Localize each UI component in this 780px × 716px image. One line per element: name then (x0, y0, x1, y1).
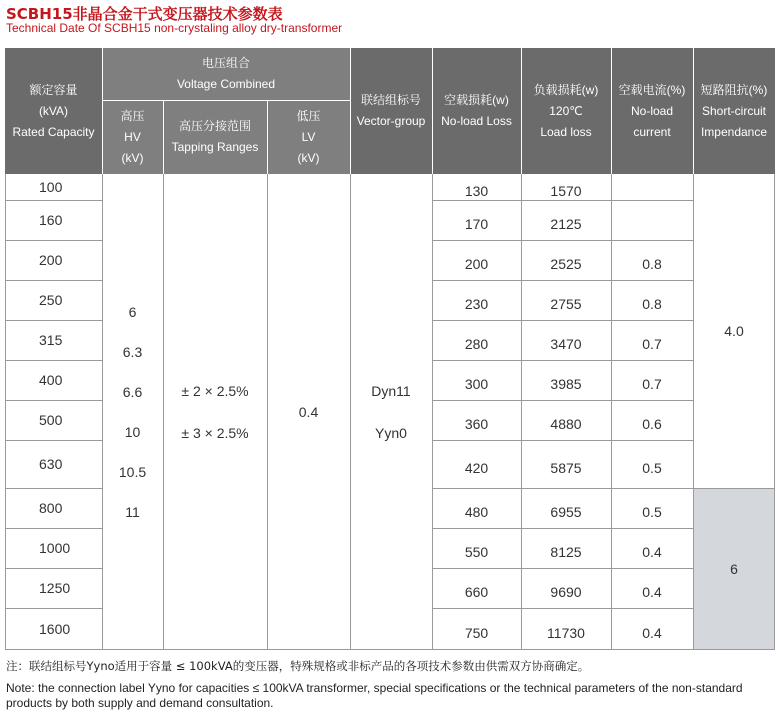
capacity-cell: 315 (39, 332, 63, 348)
hv-values (102, 174, 163, 650)
no-load-loss-cell: 130 (464, 183, 489, 199)
tapping-value: ± 3 × 2.5% (181, 425, 249, 441)
no-load-loss-cell: 170 (464, 216, 489, 232)
capacity-cell: 200 (39, 252, 63, 268)
header-vector-group (350, 48, 432, 174)
tapping-value: ± 2 × 2.5% (181, 383, 249, 399)
hv-value: 6.6 (122, 384, 143, 400)
lv-value: 0.4 (298, 404, 319, 420)
capacity-cell: 400 (39, 372, 63, 388)
no-load-loss-cell: 200 (464, 256, 489, 272)
load-loss-cell: 1570 (550, 183, 582, 199)
header-capacity-unit: (kVA) (38, 103, 69, 118)
no-load-loss-cell: 280 (464, 336, 489, 352)
hv-value: 10 (124, 424, 141, 440)
capacity-cell: 160 (39, 212, 63, 228)
impedance-upper-value: 4.0 (724, 323, 744, 339)
header-hv-cn: 高压 (120, 108, 145, 123)
header-current-en2: current (633, 124, 671, 139)
header-no-load-loss (432, 48, 521, 174)
no-load-current-cell: 0.4 (642, 584, 662, 600)
page-title-en: Technical Date Of SCBH15 non-crystaling alloy dry-transformer (6, 21, 343, 35)
vector-value: Yyn0 (375, 425, 407, 441)
header-hv-en: HV (124, 129, 141, 144)
table-body (5, 174, 775, 650)
no-load-current-cell: 0.4 (642, 625, 662, 641)
header-capacity (5, 48, 102, 174)
tapping-values (163, 174, 267, 650)
capacity-cell: 630 (39, 456, 63, 472)
no-load-current-cell: 0.8 (642, 256, 662, 272)
no-load-current-cell: 0.8 (642, 296, 662, 312)
capacity-cell: 1250 (39, 580, 71, 596)
header-impedance-en1: Short-circuit (701, 103, 766, 118)
header-hv (102, 100, 163, 174)
header-no-load-current (611, 48, 693, 174)
load-loss-cell: 2525 (550, 256, 582, 272)
load-loss-cell: 2755 (550, 296, 582, 312)
load-loss-cell: 3985 (550, 376, 582, 392)
header-tapping (163, 100, 267, 174)
load-loss-cell: 8125 (550, 544, 582, 560)
capacity-cell: 1600 (39, 621, 71, 637)
no-load-loss-cell: 300 (464, 376, 489, 392)
hv-value: 10.5 (118, 464, 147, 480)
parameter-table (5, 48, 775, 650)
no-load-current-cell: 0.7 (642, 376, 662, 392)
header-current-cn: 空载电流(%) (618, 82, 686, 97)
load-loss-cell: 5875 (550, 460, 582, 476)
header-voltage-cn: 电压组合 (201, 56, 250, 70)
header-impedance-cn: 短路阻抗(%) (700, 82, 768, 97)
no-load-current-cell: 0.6 (642, 416, 662, 432)
load-loss-cell: 6955 (550, 504, 582, 520)
header-impedance-en2: Impendance (700, 124, 768, 139)
capacity-cell: 250 (39, 292, 63, 308)
note-cn: 注：联结组标号Yyno适用于容量 ≤ 100kVA的变压器，特殊规格或非标产品的各项技术参数由供需双方协商确定。 (6, 659, 590, 673)
load-loss-cell: 11730 (547, 625, 585, 641)
header-lv-unit: (kV) (297, 150, 320, 165)
no-load-loss-cell: 230 (464, 296, 489, 312)
no-load-current-cell: 0.7 (642, 336, 662, 352)
page-title-cn: SCBH15非晶合金干式变压器技术参数表 (6, 5, 283, 23)
header-noload-en: No-load Loss (441, 114, 512, 128)
header-hv-unit: (kV) (121, 150, 144, 165)
header-voltage-combined (102, 48, 350, 100)
note-en: Note: the connection label Yyno for capacities ≤ 100kVA transformer, special specifications or the technical parameters of the non-standard products by both supply and demand consultation. (6, 681, 743, 710)
no-load-current-cell: 0.5 (642, 460, 662, 476)
header-noload-cn: 空载损耗(w) (444, 93, 509, 107)
header-tapping-cn: 高压分接范围 (178, 119, 251, 133)
load-loss-cell: 3470 (550, 336, 582, 352)
no-load-loss-cell: 360 (464, 416, 489, 432)
header-capacity-en: Rated Capacity (12, 124, 95, 139)
capacity-cell: 1000 (39, 540, 71, 556)
header-lv-cn: 低压 (296, 108, 321, 123)
vector-values (350, 174, 432, 650)
capacity-cell: 100 (39, 179, 63, 195)
load-loss-cell: 9690 (550, 584, 582, 600)
no-load-loss-cell: 550 (464, 544, 489, 560)
header-lv (267, 100, 350, 174)
hv-value: 6.3 (122, 344, 143, 360)
capacity-cell: 500 (39, 412, 63, 428)
header-vector-en: Vector-group (356, 114, 426, 128)
load-loss-cell: 4880 (550, 416, 582, 432)
header-voltage-en: Voltage Combined (176, 77, 276, 91)
no-load-current-cell: 0.5 (642, 504, 662, 520)
header-load-cn: 负载损耗(w) (533, 82, 599, 97)
header-load-loss (521, 48, 611, 174)
no-load-loss-cell: 750 (464, 625, 489, 641)
header-load-temp: 120℃ (549, 103, 583, 118)
header-capacity-cn: 额定容量 (29, 82, 78, 97)
hv-value: 11 (125, 504, 140, 520)
no-load-current-cell (611, 204, 693, 244)
vector-value: Dyn11 (371, 383, 411, 399)
header-current-en1: No-load (630, 103, 674, 118)
header-vector-cn: 联结组标号 (360, 93, 421, 107)
header-lv-en: LV (301, 129, 316, 144)
load-loss-cell: 2125 (550, 216, 582, 232)
no-load-loss-cell: 660 (464, 584, 489, 600)
hv-value: 6 (128, 304, 137, 320)
no-load-loss-cell: 420 (464, 460, 489, 476)
header-impedance (693, 48, 775, 174)
header-load-en: Load loss (540, 124, 592, 139)
header-tapping-en: Tapping Ranges (171, 140, 259, 154)
no-load-current-cell: 0.4 (642, 544, 662, 560)
impedance-lower-value: 6 (730, 561, 738, 577)
capacity-cell: 800 (39, 500, 63, 516)
no-load-loss-cell: 480 (464, 504, 489, 520)
